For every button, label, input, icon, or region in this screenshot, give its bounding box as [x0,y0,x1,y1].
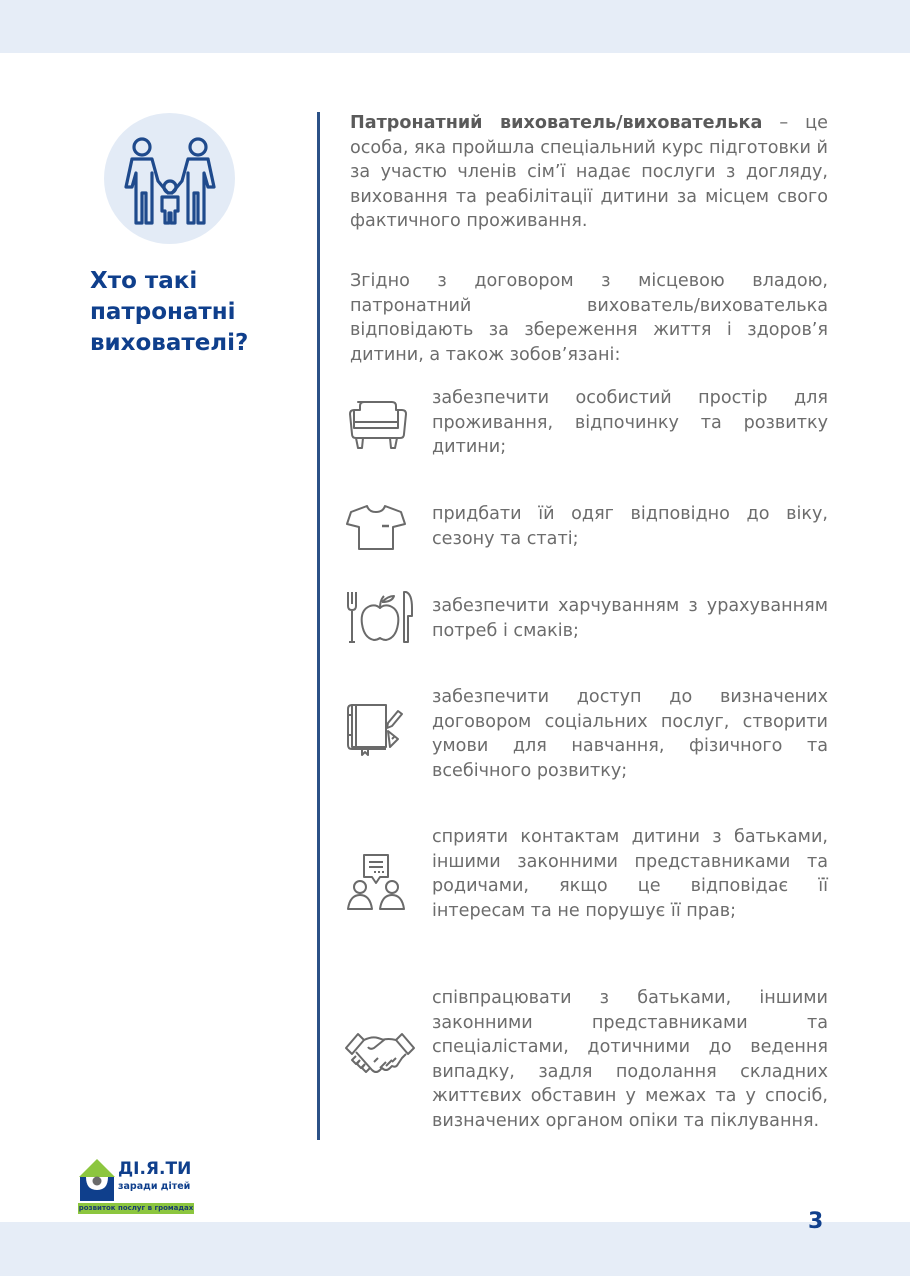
intro-paragraph [350,111,828,234]
obligation-text: співпрацювати з батьками, іншими законними представниками та спеціалістами, дотичними до ведення випадку, задля подолання складних життєвих обставин у межах та у спосіб, визначених органом опіки та піклування. [432,988,828,1131]
obligation-text: сприяти контактам дитини з батьками, іншими законними представниками та родичами, якщо це відповідає її інтересам та не порушує її прав; [432,827,828,921]
diyaty-logo [78,1157,196,1215]
intro-definition: – це особа, яка пройшла спеціальний курс підготовки й за участю членів сім’ї надає послуги з догляду, виховання та реабілітації дитини за місцем свого фактичного проживання. [350,113,828,231]
logo-tagline: розвиток послуг в громадах [78,1204,194,1212]
logo-brand: ДІ.Я.ТИ [118,1159,192,1179]
book-icon [344,701,414,757]
section-title-line: Хто такі [90,268,198,294]
obligation-text: забезпечити харчуванням з урахуванням потреб і смаків; [432,596,828,641]
food-icon [344,588,414,646]
armchair-icon [344,398,414,450]
intro-term: Патронатний вихователь/вихователька [350,113,763,133]
footer-band [0,1222,910,1276]
obligations-intro: Згідно з договором з місцевою владою, патронатний вихователь/вихователька відповідають за збереження життя і здоров’я дитини, а також зобов’язані: [350,271,828,365]
family-icon-badge [104,113,235,244]
handshake-icon [344,1026,414,1082]
obligation-text: придбати їй одяг відповідно до віку, сезону та статі; [432,504,828,549]
page-number: 3 [808,1209,824,1234]
house-logo-icon [78,1157,116,1203]
obligation-text: забезпечити доступ до визначених договором соціальних послуг, створити умови для навчання, фізичного та всебічного розвитку; [432,687,828,781]
vertical-divider [317,112,320,1140]
section-title [90,266,300,359]
tshirt-icon [344,502,414,552]
logo-subtitle: заради дітей [118,1181,191,1192]
section-title-line: патронатні [90,299,236,325]
obligation-text: забезпечити особистий простір для проживання, відпочинку та розвитку дитини; [432,388,828,457]
family-icon [104,113,235,244]
header-band [0,0,910,53]
conversation-icon [344,853,414,913]
section-title-line: вихователі? [90,330,249,356]
